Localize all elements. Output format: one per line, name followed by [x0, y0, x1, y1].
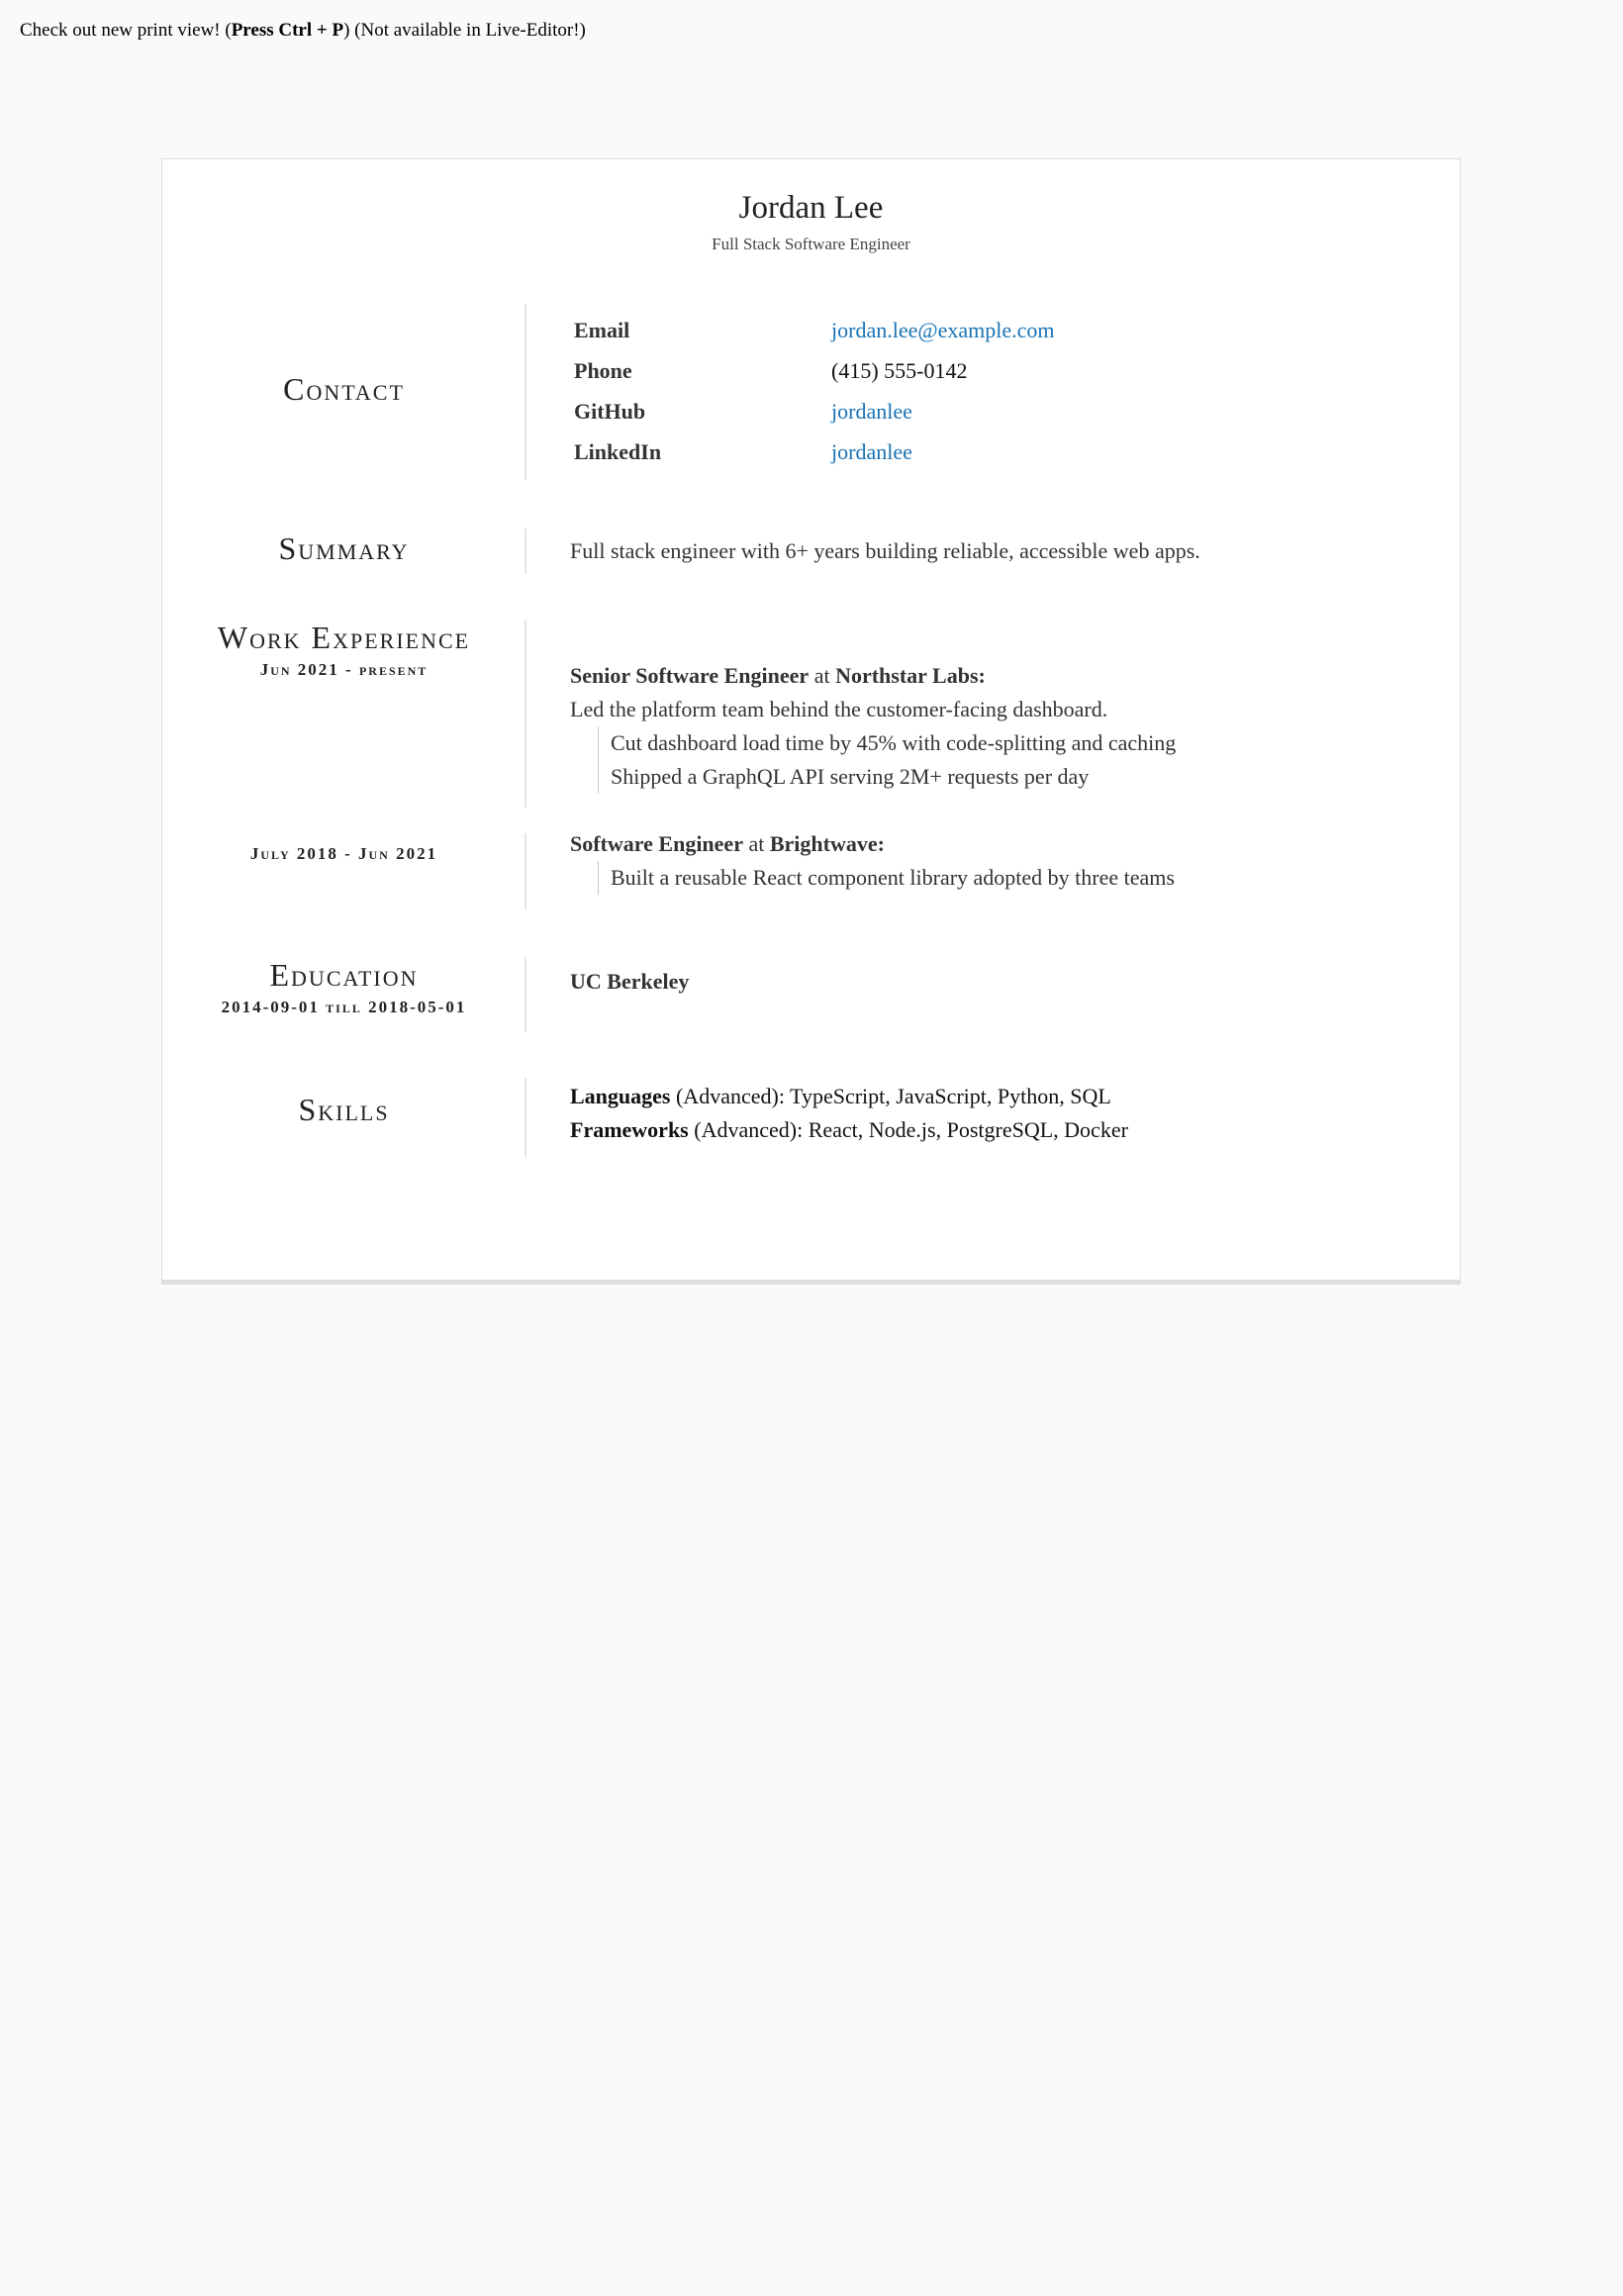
summary-title: Summary — [278, 530, 410, 566]
github-link[interactable]: jordanlee — [831, 398, 912, 424]
job-highlight: Built a reusable React component library adopted by three teams — [598, 861, 1175, 895]
work-title: Work Experience — [217, 620, 471, 655]
job-summary: Led the platform team behind the customer-facing dashboard. — [570, 697, 1108, 721]
resume-card — [161, 158, 1461, 1285]
contact-row-github — [571, 391, 1055, 431]
job-highlights — [598, 861, 1175, 895]
section-divider — [525, 833, 526, 909]
contact-label: Phone — [574, 357, 632, 383]
job-at: at — [748, 831, 765, 856]
skills-section — [162, 1078, 1460, 1157]
job-at: at — [813, 663, 830, 688]
education-section — [162, 957, 1460, 1032]
skill-keywords: React, Node.js, PostgreSQL, Docker — [808, 1117, 1128, 1142]
skill-level: (Advanced): — [694, 1117, 804, 1142]
resume-name: Jordan Lee — [738, 190, 884, 226]
print-view-notice — [20, 20, 586, 42]
contact-table — [571, 310, 1055, 472]
work-section — [162, 620, 1460, 966]
section-divider — [525, 957, 526, 1032]
job-position: Senior Software Engineer — [570, 663, 810, 688]
contact-label: LinkedIn — [574, 438, 662, 464]
skill-level: (Advanced): — [675, 1084, 785, 1108]
job-dates: Jun 2021 - present — [259, 660, 429, 679]
notice-prefix: Check out new print view! ( — [20, 20, 232, 41]
job-company: Northstar Labs: — [835, 663, 986, 688]
skill-item — [570, 1113, 1128, 1147]
job-entry — [570, 827, 1175, 895]
contact-label: Email — [574, 317, 630, 342]
skill-name: Languages — [570, 1084, 671, 1108]
summary-section — [162, 528, 1460, 574]
job-company: Brightwave: — [769, 831, 885, 856]
section-divider — [525, 304, 526, 480]
contact-title: Contact — [283, 371, 405, 407]
email-link[interactable]: jordan.lee@example.com — [831, 317, 1055, 342]
resume-header — [162, 159, 1460, 254]
job-dates: July 2018 - Jun 2021 — [249, 844, 438, 863]
notice-shortcut: Press Ctrl + P — [231, 20, 344, 41]
resume-subtitle: Full Stack Software Engineer — [712, 234, 910, 253]
section-divider — [525, 620, 526, 808]
skill-item — [570, 1080, 1128, 1113]
job-highlight: Shipped a GraphQL API serving 2M+ requests per day — [598, 760, 1176, 794]
education-title: Education — [269, 957, 419, 993]
education-dates: 2014-09-01 till 2018-05-01 — [221, 998, 467, 1016]
section-divider — [525, 1078, 526, 1157]
job-entry — [570, 659, 1176, 794]
contact-row-email — [571, 310, 1055, 350]
job-highlights — [598, 726, 1176, 794]
contact-row-phone — [571, 350, 1055, 391]
contact-row-linkedin — [571, 431, 1055, 472]
contact-section — [162, 304, 1460, 480]
skill-name: Frameworks — [570, 1117, 689, 1142]
job-position: Software Engineer — [570, 831, 743, 856]
contact-label: GitHub — [574, 398, 646, 424]
skills-title: Skills — [298, 1092, 390, 1127]
linkedin-link[interactable]: jordanlee — [831, 438, 912, 464]
notice-suffix: ) (Not available in Live-Editor!) — [343, 20, 586, 41]
job-highlight: Cut dashboard load time by 45% with code-splitting and caching — [598, 726, 1176, 760]
education-institution: UC Berkeley — [570, 969, 690, 994]
phone-value: (415) 555-0142 — [831, 357, 968, 383]
summary-text: Full stack engineer with 6+ years building reliable, accessible web apps. — [570, 538, 1200, 563]
section-divider — [525, 528, 526, 574]
skill-keywords: TypeScript, JavaScript, Python, SQL — [790, 1084, 1111, 1108]
